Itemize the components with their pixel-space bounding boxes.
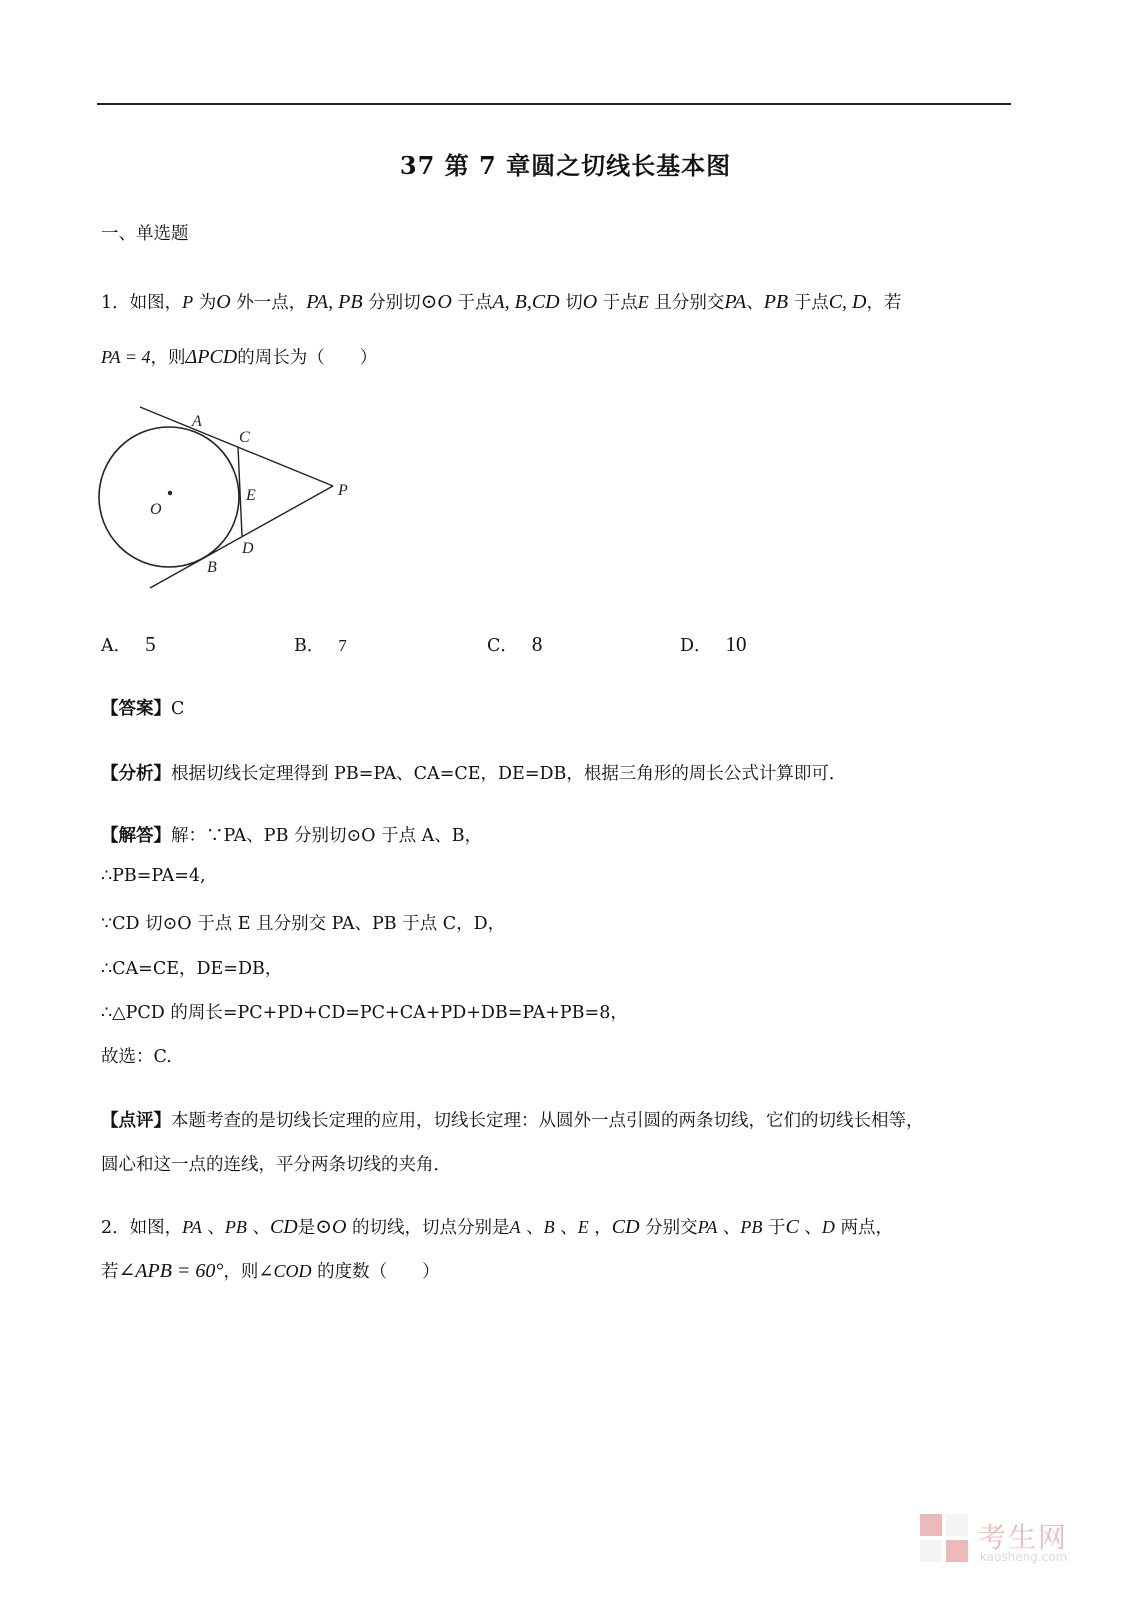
q1-math: O [216, 291, 231, 313]
q1-math: P [182, 292, 194, 312]
watermark-subtext: kaosheng.com [980, 1550, 1068, 1564]
label-d: D [242, 540, 254, 557]
analysis-text: 根据切线长定理得到 PB=PA、CA=CE，DE=DB，根据三角形的周长公式计算即可． [171, 764, 847, 784]
q2-math: PB [740, 1217, 763, 1237]
q1-solution-line3: ∵CD 切⊙O 于点 E 且分别交 PA、PB 于点 C，D， [101, 914, 506, 934]
q2-math: A [509, 1217, 521, 1237]
q1-text: 分别切 [368, 293, 421, 313]
q2-number: 2． [101, 1218, 130, 1238]
solution-tag: 【解答】 [101, 826, 171, 846]
q1-solution-line4: ∴CA=CE，DE=DB， [101, 959, 283, 979]
q2-math: PB [224, 1217, 247, 1237]
label-o: O [150, 501, 162, 518]
q1-option-a [101, 632, 156, 657]
q2-text: 、 [722, 1218, 741, 1238]
label-a: A [192, 413, 202, 430]
q1-figure [96, 400, 366, 595]
circle-o [99, 427, 239, 567]
tangent-line-pa [140, 407, 333, 486]
q2-text: ， [594, 1218, 612, 1238]
q2-math: C [785, 1216, 799, 1238]
q2-math: ⊙O [315, 1216, 347, 1238]
q2-math: PA [182, 1217, 202, 1237]
option-label: A． [101, 636, 132, 656]
option-value: 5 [145, 632, 156, 656]
q1-analysis [101, 760, 846, 785]
q1-answer [101, 695, 184, 720]
q2-text: 两点， [840, 1218, 893, 1238]
q1-solution-line5: ∴△PCD 的周长=PC+PD+CD=PC+CA+PD+DB=PA+PB=8， [101, 1003, 628, 1023]
watermark-icon [916, 1510, 972, 1566]
q1-math: CD [531, 291, 560, 313]
q2-stem-line2 [101, 1258, 440, 1283]
option-label: C． [487, 636, 518, 656]
answer-value: C [171, 699, 185, 719]
answer-tag: 【答案】 [101, 699, 171, 719]
watermark-logo [916, 1510, 1086, 1570]
q2-math: CD [269, 1216, 298, 1238]
q1-solution-line6: 故选：C. [101, 1047, 172, 1067]
q1-text: 于点 [793, 293, 829, 313]
q1-text: 且分别交 [654, 293, 725, 313]
option-value: 10 [725, 632, 747, 656]
q2-math: ∠APB = 60° [118, 1260, 224, 1282]
tangent-diagram [96, 400, 366, 595]
q1-math: PA [724, 291, 747, 313]
q2-text: 若 [101, 1262, 119, 1282]
q1-math: C, D [828, 291, 867, 313]
q2-math: CD [611, 1216, 640, 1238]
comment-tag: 【点评】 [101, 1111, 171, 1131]
q1-text: 切 [565, 293, 583, 313]
label-b: B [207, 559, 217, 576]
q2-math: D [821, 1217, 835, 1237]
q1-text: 外一点， [236, 293, 307, 313]
q2-stem-line1 [101, 1214, 893, 1239]
solution-text: 解：∵PA、PB 分别切⊙O 于点 A、B， [171, 826, 483, 846]
section-heading: 一、单选题 [101, 224, 189, 244]
option-label: D． [680, 636, 712, 656]
q1-solution-line2: ∴PB=PA=4, [101, 866, 206, 886]
q1-text: 为 [198, 293, 217, 313]
q1-text: 、 [746, 293, 764, 313]
q1-text: ，则 [150, 348, 186, 368]
label-c: C [239, 429, 250, 446]
tangent-line-pb [150, 486, 333, 588]
q2-text: 、 [560, 1218, 578, 1238]
q1-stem-line1 [101, 289, 902, 314]
q2-text: ，则 [223, 1262, 259, 1282]
q1-option-d [680, 632, 747, 657]
q2-math: PA [697, 1217, 718, 1237]
q2-text: 分别交 [645, 1218, 698, 1238]
label-e: E [246, 487, 256, 504]
q2-text: 的切线，切点分别是 [352, 1218, 510, 1238]
q1-text: 于点 [602, 293, 638, 313]
q2-text: 如图， [129, 1218, 183, 1238]
q1-option-c [487, 632, 542, 657]
q1-text: 于点 [457, 293, 493, 313]
q2-math: E [577, 1217, 589, 1237]
q1-math: E [637, 292, 649, 312]
q1-comment-line2: 圆心和这一点的连线，平分两条切线的夹角． [101, 1155, 451, 1175]
q1-text: ，若 [866, 293, 902, 313]
q1-math: PA = 4 [101, 347, 151, 367]
page-title: 37 第 7 章圆之切线长基本图 [399, 151, 732, 180]
option-label: B． [294, 636, 325, 656]
q2-text: 于 [767, 1218, 786, 1238]
q2-text: 、 [252, 1218, 270, 1238]
comment-text: 本题考查的是切线长定理的应用，切线长定理：从圆外一点引圆的两条切线，它们的切线长相等， [171, 1111, 924, 1131]
q2-text: 的度数（ ） [317, 1262, 440, 1282]
q1-math: O [582, 291, 598, 313]
q2-text: 是 [297, 1218, 316, 1238]
option-value: 8 [531, 632, 543, 656]
q1-stem-line2 [101, 344, 377, 369]
q2-text: 、 [526, 1218, 544, 1238]
analysis-tag: 【分析】 [101, 764, 171, 784]
label-p: P [338, 482, 348, 499]
q2-math: B [543, 1217, 555, 1237]
q2-text: 、 [207, 1218, 225, 1238]
q1-option-b [294, 632, 347, 657]
watermark-text: 考生网 [978, 1521, 1069, 1554]
q1-math: ⊙O [420, 291, 452, 313]
q1-text: 的周长为（ ） [237, 348, 378, 368]
q1-text: 如图， [129, 293, 183, 313]
q2-math: ∠COD [258, 1261, 312, 1281]
option-value: 7 [338, 636, 347, 655]
q1-math: PB [763, 291, 789, 313]
q1-number: 1． [101, 293, 130, 313]
q1-math: ΔPCD [185, 346, 238, 368]
q1-math: PA, PB [306, 291, 363, 313]
center-dot [168, 491, 172, 495]
q1-math: A, B, [492, 291, 532, 313]
q1-solution-line1 [101, 822, 482, 847]
q1-comment-line1 [101, 1107, 924, 1132]
q2-text: 、 [804, 1218, 822, 1238]
top-rule [97, 103, 1011, 105]
